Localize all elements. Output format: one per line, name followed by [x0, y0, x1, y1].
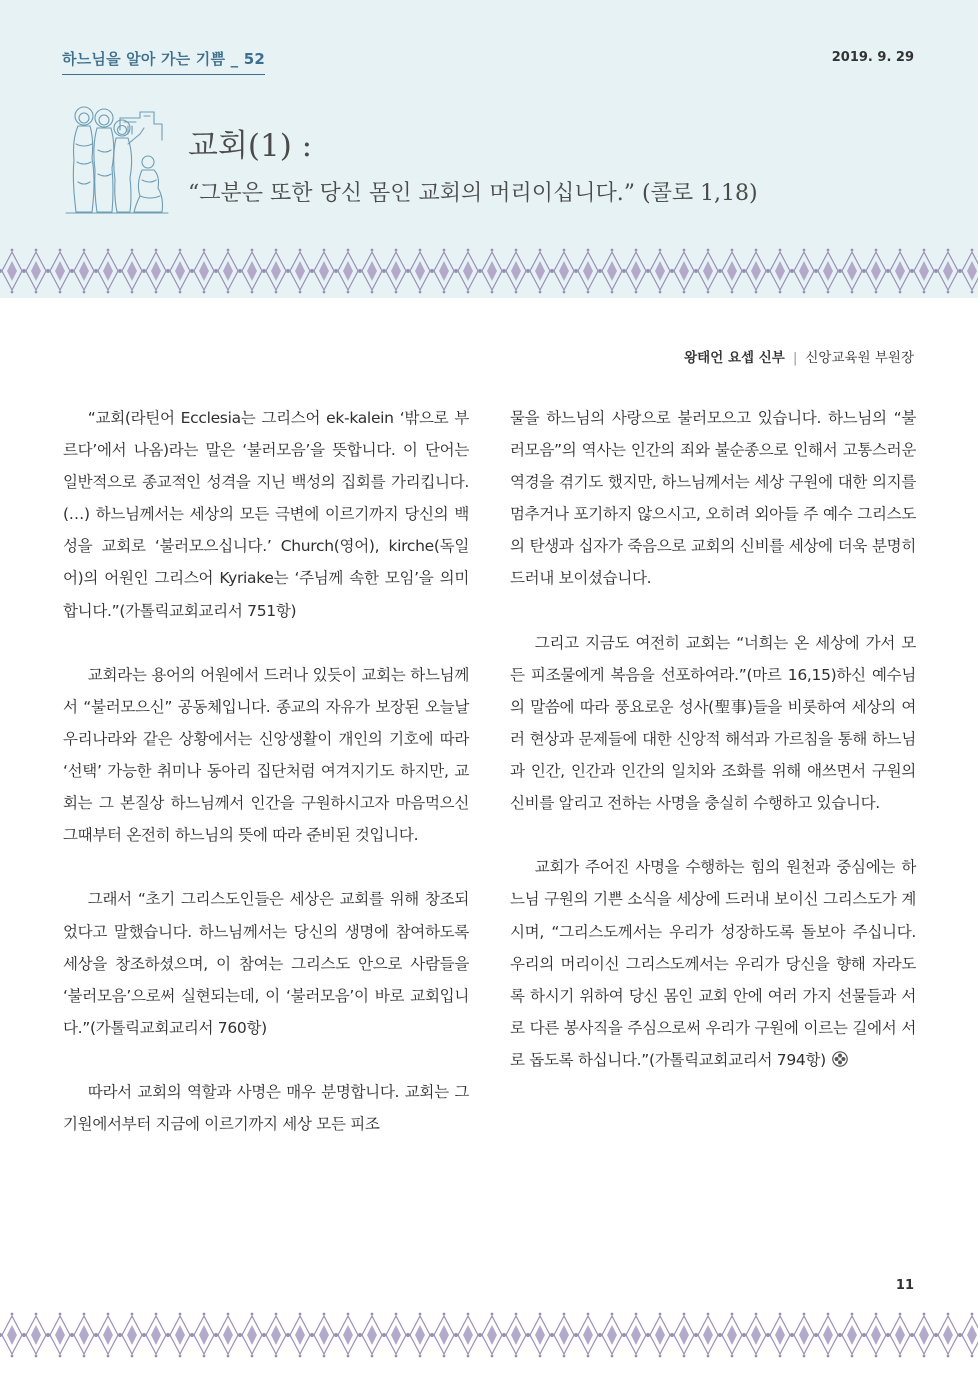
author-line — [684, 346, 914, 366]
saints-illustration — [62, 100, 172, 218]
paragraph-text: 교회가 주어진 사명을 수행하는 힘의 원천과 중심에는 하느님 구원의 기쁜 소식을 세상에 드러내 보이신 그리스도가 계시며, “그리스도께서는 우리가 성장하도록 돌보아 주십니다. 우리의 머리이신 그리스도께서는 우리가 당신을 향해 자라도록 하시기 위하여 당신 몸인 교회 안에 여러 가지 선물들과 서로 다른 봉사직을 주심으로써 우리가 구원에 이르는 길에서 서로 돕도록 하십니다.”(가톨릭교회교리서 794항) — [510, 858, 916, 1069]
issue-date: 2019. 9. 29 — [831, 50, 914, 65]
author-name: 왕태언 요셉 신부 — [684, 350, 785, 366]
paragraph: 교회라는 용어의 어원에서 드러나 있듯이 교회는 하느님께서 “불러모으신” 공동체입니다. 종교의 자유가 보장된 오늘날 우리나라와 같은 상황에서는 신앙생활이 개인의 기호에 따라 ‘선택’ 가능한 취미나 동아리 집단처럼 여겨지기도 하지만, 교회는 그 본질상 하느님께서 인간을 구원하시고자 마음먹으신 그때부터 온전히 하느님의 뜻에 따라 준비된 것입니다. — [63, 665, 469, 845]
paragraph: 그리고 지금도 여전히 교회는 “너희는 온 세상에 가서 모든 피조물에게 복음을 선포하여라.”(마르 16,15)하신 예수님의 말씀에 따라 풍요로운 성사(聖事)들을 비롯하여 세상의 여러 현상과 문제들에 대한 신앙적 해석과 가르침을 통해 하느님과 인간, 인간과 인간의 일치와 조화를 위해 애쓰면서 구원의 신비를 알리고 전하는 사명을 충실히 수행하고 있습니다. — [510, 633, 916, 813]
decorative-border-bottom — [0, 1312, 978, 1358]
page-number: 11 — [895, 1278, 914, 1293]
decorative-border-top — [0, 248, 978, 294]
paragraph: “교회(라틴어 Ecclesia는 그리스어 ek-kalein ‘밖으로 부르다’에서 나옴)라는 말은 ‘불러모음’을 뜻합니다. 이 단어는 일반적으로 종교적인 성격을 지닌 백성의 집회를 가리킵니다. (…) 하느님께서는 세상의 모든 극변에 이르기까지 당신의 백성을 교회로 ‘불러모으십니다.’ Church(영어), kirche(독일어)의 어원인 그리스어 Kyriake는 ‘주님께 속한 모임’을 의미합니다.”(가톨릭교회교리서 751항) — [63, 409, 469, 620]
author-separator: | — [792, 350, 798, 366]
author-role: 신앙교육원 부원장 — [805, 350, 914, 366]
article-column-left — [63, 402, 469, 1172]
page-subtitle: “그분은 또한 당신 몸인 교회의 머리이십니다.” (콜로 1,18) — [188, 181, 758, 206]
paragraph — [510, 851, 916, 1076]
paragraph: 따라서 교회의 역할과 사명은 매우 분명합니다. 교회는 그 기원에서부터 지금에 이르기까지 세상 모든 피조 — [63, 1082, 469, 1134]
end-flower-icon — [832, 1051, 848, 1067]
paragraph: 물을 하느님의 사랑으로 불러모으고 있습니다. 하느님의 “불러모음”의 역사는 인간의 죄와 불순종으로 인해서 고통스러운 역경을 겪기도 했지만, 하느님께서는 세상 구원에 대한 의지를 멈추거나 포기하지 않으시고, 오히려 외아들 주 예수 그리스도의 탄생과 십자가 죽음으로 교회의 신비를 세상에 더욱 분명히 드러내 보이셨습니다. — [510, 409, 916, 588]
paragraph: 그래서 “초기 그리스도인들은 세상은 교회를 위해 창조되었다고 말했습니다. 하느님께서는 당신의 생명에 참여하도록 세상을 창조하셨으며, 이 참여는 그리스도 안으로 사람들을 ‘불러모음’으로써 실현되는데, 이 ‘불러모음’이 바로 교회입니다.”(가톨릭교회교리서 760항) — [63, 890, 469, 1037]
article-column-right — [510, 402, 916, 1108]
page-title: 교회(1) : — [188, 128, 313, 164]
series-label: 하느님을 알아 가는 기쁨 _ 52 — [62, 48, 265, 75]
